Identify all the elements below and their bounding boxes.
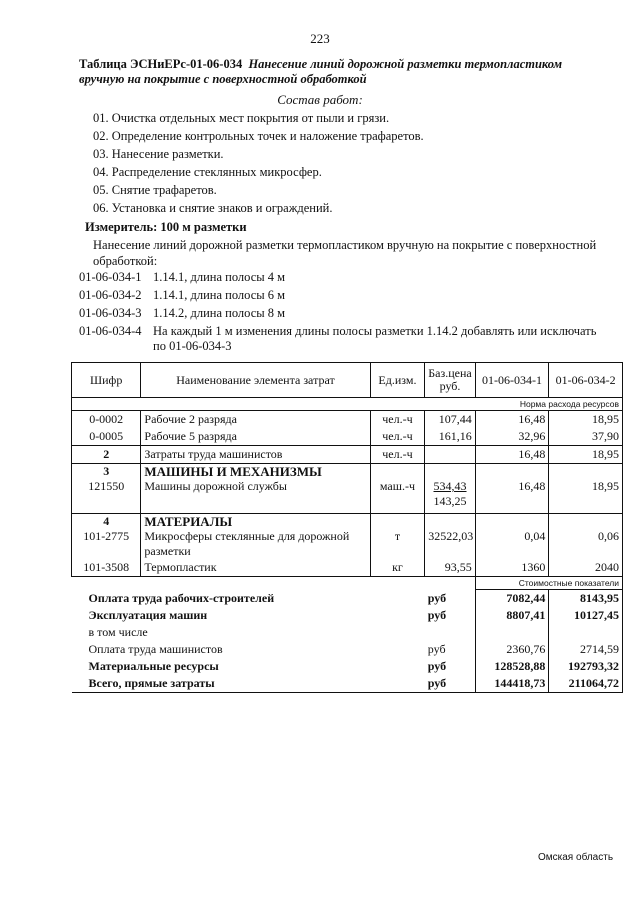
table-title-label: Таблица ЭСНиЕРс-01-06-034 xyxy=(79,57,243,71)
composition-heading: Состав работ: xyxy=(277,92,363,107)
row-value-2: 18,95 xyxy=(549,411,623,429)
table-row xyxy=(72,559,623,577)
work-item: 05. Снятие трафаретов. xyxy=(93,183,217,197)
summary-row xyxy=(72,641,623,658)
summary-unit: руб xyxy=(427,642,446,656)
row-value-1: 16,48 xyxy=(475,479,549,514)
row-price xyxy=(425,446,475,464)
row-price: 534,43 xyxy=(433,479,467,493)
section-title: МАТЕРИАЛЫ xyxy=(141,514,370,530)
summary-name: Оплата труда рабочих-строителей xyxy=(88,590,275,605)
page-number: 223 xyxy=(310,31,330,46)
summary-value-2: 10127,45 xyxy=(549,607,623,624)
norm-label: Норма расхода ресурсов xyxy=(72,398,623,411)
work-item: 03. Нанесение разметки. xyxy=(93,147,224,161)
summary-value-2: 2714,59 xyxy=(549,641,623,658)
work-item: 02. Определение контрольных точек и наложение трафаретов. xyxy=(93,129,424,143)
row-value-2: 18,95 xyxy=(549,446,623,464)
row-code: 101-3508 xyxy=(72,559,141,577)
summary-row xyxy=(72,624,623,641)
code-text-line1: На каждый 1 м изменения длины полосы разметки 1.14.2 добавлять или исключать xyxy=(153,324,597,338)
table-title-text-line1: Нанесение линий дорожной разметки термопластиком xyxy=(248,57,563,71)
row-code: 0-0002 xyxy=(72,411,141,429)
summary-unit: руб xyxy=(425,675,475,693)
table-row xyxy=(72,446,623,464)
table-title xyxy=(79,57,624,87)
header-price: Баз.цена руб. xyxy=(425,363,475,398)
work-item: 06. Установка и снятие знаков и ограждений. xyxy=(93,201,333,215)
row-unit: т xyxy=(370,529,425,559)
summary-unit: руб xyxy=(427,608,447,622)
row-price: 93,55 xyxy=(425,559,475,577)
summary-row xyxy=(72,607,623,624)
table-row xyxy=(72,428,623,446)
row-value-2: 2040 xyxy=(549,559,623,577)
summary-row xyxy=(72,590,623,608)
summary-name: в том числе xyxy=(88,625,148,639)
code-id: 01-06-034-4 xyxy=(79,324,142,338)
row-code: 121550 xyxy=(72,479,141,514)
row-code: 0-0005 xyxy=(72,428,141,446)
table-title-text-line2: вручную на покрытие с поверхностной обработкой xyxy=(79,72,367,86)
header-name: Наименование элемента затрат xyxy=(141,363,370,398)
row-name: Затраты труда машинистов xyxy=(141,446,370,464)
summary-value-2: 211064,72 xyxy=(549,675,623,693)
summary-value-1: 7082,44 xyxy=(475,590,549,608)
header-code: Шифр xyxy=(72,363,141,398)
row-value-1: 16,48 xyxy=(475,446,549,464)
work-item: 04. Распределение стеклянных микросфер. xyxy=(93,165,322,179)
row-code: 4 xyxy=(72,514,141,530)
code-row xyxy=(79,304,629,322)
works-list xyxy=(93,109,424,217)
section-row xyxy=(72,514,623,530)
summary-name: Эксплуатация машин xyxy=(88,608,208,622)
summary-name: Всего, прямые затраты xyxy=(72,675,425,693)
summary-value-1: 8807,41 xyxy=(475,607,549,624)
row-unit: чел.-ч xyxy=(370,446,425,464)
description: Нанесение линий дорожной разметки термопластиком вручную на покрытие с поверхностной обработкой: xyxy=(93,238,597,268)
section-row xyxy=(72,464,623,480)
code-row xyxy=(79,324,629,354)
header-col-2: 01-06-034-2 xyxy=(549,363,623,398)
table-row xyxy=(72,411,623,429)
cost-label: Стоимостные показатели xyxy=(475,577,622,590)
meter-line: Измеритель: 100 м разметки xyxy=(85,220,247,234)
section-title: МАШИНЫ И МЕХАНИЗМЫ xyxy=(141,464,370,480)
summary-row xyxy=(72,675,623,693)
row-price: 161,16 xyxy=(425,428,475,446)
row-price-cell xyxy=(425,479,475,514)
row-code: 2 xyxy=(72,446,141,464)
summary-value-2: 8143,95 xyxy=(549,590,623,608)
code-id: 01-06-034-3 xyxy=(79,306,142,320)
summary-name: Оплата труда машинистов xyxy=(88,642,223,656)
code-text-line2: по 01-06-034-3 xyxy=(153,339,232,353)
summary-row xyxy=(72,658,623,675)
row-name: Рабочие 2 разряда xyxy=(141,411,370,429)
header-col-1: 01-06-034-1 xyxy=(475,363,549,398)
row-name: Машины дорожной службы xyxy=(141,479,370,514)
row-value-1: 16,48 xyxy=(475,411,549,429)
row-unit: чел.-ч xyxy=(370,428,425,446)
table-row xyxy=(72,529,623,559)
row-unit: маш.-ч xyxy=(370,479,425,514)
code-id: 01-06-034-2 xyxy=(79,288,142,302)
row-name: Микросферы стеклянные для дорожной разметки xyxy=(141,529,370,559)
summary-name: Материальные ресурсы xyxy=(88,659,219,673)
header-unit: Ед.изм. xyxy=(370,363,425,398)
table-header-row xyxy=(72,363,623,398)
code-text xyxy=(153,324,629,354)
norm-label-row xyxy=(72,398,623,411)
summary-unit: руб xyxy=(427,659,447,673)
row-unit: кг xyxy=(370,559,425,577)
row-value-1: 0,04 xyxy=(475,529,549,559)
row-value-1: 32,96 xyxy=(475,428,549,446)
code-id: 01-06-034-1 xyxy=(79,270,142,284)
code-text: 1.14.1, длина полосы 6 м xyxy=(153,288,286,302)
summary-unit: руб xyxy=(427,590,447,605)
summary-value-2: 192793,32 xyxy=(549,658,623,675)
footer-region: Омская область xyxy=(538,852,614,863)
table-row xyxy=(72,479,623,514)
row-code: 3 xyxy=(72,464,141,480)
row-value-2: 37,90 xyxy=(549,428,623,446)
code-text: 1.14.1, длина полосы 4 м xyxy=(153,270,286,284)
code-row xyxy=(79,268,629,286)
summary-value-1: 128528,88 xyxy=(475,658,549,675)
row-price: 107,44 xyxy=(425,411,475,429)
row-price: 32522,03 xyxy=(425,529,475,559)
codes-list xyxy=(79,268,629,354)
resource-table xyxy=(71,362,623,693)
summary-value-1: 144418,73 xyxy=(475,675,549,693)
row-name: Термопластик xyxy=(141,559,370,577)
row-code: 101-2775 xyxy=(72,529,141,559)
row-value-2: 0,06 xyxy=(549,529,623,559)
code-text: 1.14.2, длина полосы 8 м xyxy=(153,306,286,320)
code-row xyxy=(79,286,629,304)
row-unit: чел.-ч xyxy=(370,411,425,429)
summary-value-1: 2360,76 xyxy=(475,641,549,658)
row-price-2: 143,25 xyxy=(433,494,467,508)
work-item: 01. Очистка отдельных мест покрытия от пыли и грязи. xyxy=(93,111,390,125)
row-name: Рабочие 5 разряда xyxy=(141,428,370,446)
cost-label-row xyxy=(72,577,623,590)
row-value-2: 18,95 xyxy=(549,479,623,514)
row-value-1: 1360 xyxy=(475,559,549,577)
